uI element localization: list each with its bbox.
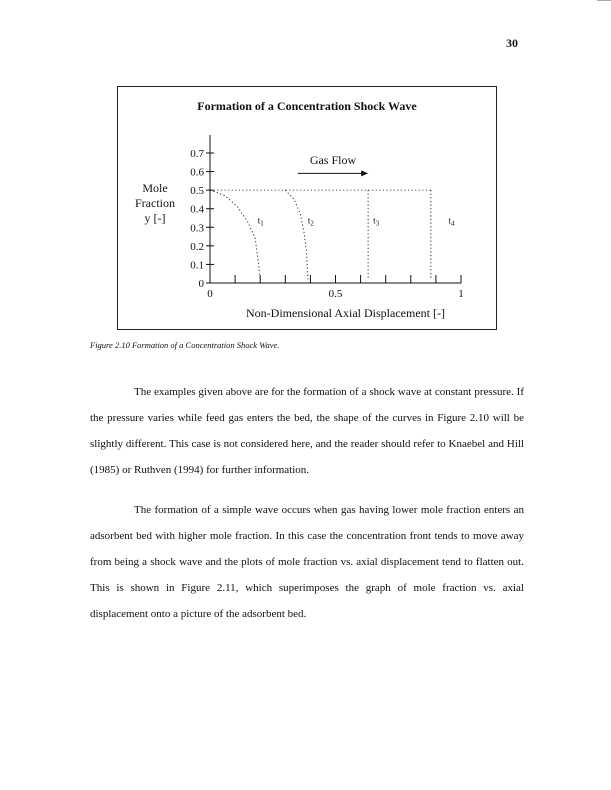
y-tick-label: 0.4 (190, 203, 204, 216)
page-corner-mark (597, 0, 611, 1)
x-tick-label: 0.5 (328, 288, 343, 300)
y-axis-label: y [-] (144, 211, 166, 225)
y-tick-label: 0.5 (190, 185, 204, 198)
figure-box (117, 86, 497, 330)
chart-title: Formation of a Concentration Shock Wave (197, 99, 417, 113)
chart (118, 87, 496, 329)
y-axis-label: Mole (142, 181, 168, 195)
gas-flow-arrowhead (361, 170, 368, 176)
series-label-t4: $t_4$ (448, 215, 455, 228)
series-line-t2 (285, 190, 308, 279)
gas-flow-label: Gas Flow (309, 153, 357, 168)
x-tick-label: 1 (458, 288, 464, 300)
y-tick-label: 0.7 (190, 148, 204, 160)
figure-caption: Figure 2.10 Formation of a Concentration Shock Wave. (90, 340, 280, 350)
paragraph: The formation of a simple wave occurs when gas having lower mole fraction enters an adsorbent bed with higher mole fraction. In this case the concentration front tends to move away from being a shock wave and the plots of mole fraction vs. axial displacement tend to flatten out. This is shown in Figure 2.11, which superimposes the graph of mole fraction vs. axial displacement onto a picture of the adsorbent bed. (90, 504, 524, 620)
series-label-t1: $t_1$ (257, 215, 264, 228)
y-axis-label: Fraction (135, 196, 175, 210)
y-tick-label: 0.1 (190, 259, 204, 272)
y-tick-label: 0.3 (190, 222, 204, 235)
y-tick-label: 0.6 (190, 166, 204, 179)
series-label-t3: $t_3$ (373, 215, 380, 228)
page-number: 30 (506, 36, 518, 50)
series-label-t2: $t_2$ (307, 215, 314, 228)
x-axis-label: Non-Dimensional Axial Displacement [-] (246, 306, 445, 320)
series-line-t1 (210, 190, 260, 279)
y-tick-label: 0 (198, 278, 204, 290)
x-tick-label: 0 (207, 288, 213, 300)
y-tick-label: 0.2 (190, 240, 204, 253)
paragraph: The examples given above are for the formation of a shock wave at constant pressure. If the pressure varies while feed gas enters the bed, the shape of the curves in Figure 2.10 will be slightly different. This case is not considered here, and the reader should refer to Knaebel and Hill (1985) or Ruthven (1994) for further information. (90, 386, 524, 476)
